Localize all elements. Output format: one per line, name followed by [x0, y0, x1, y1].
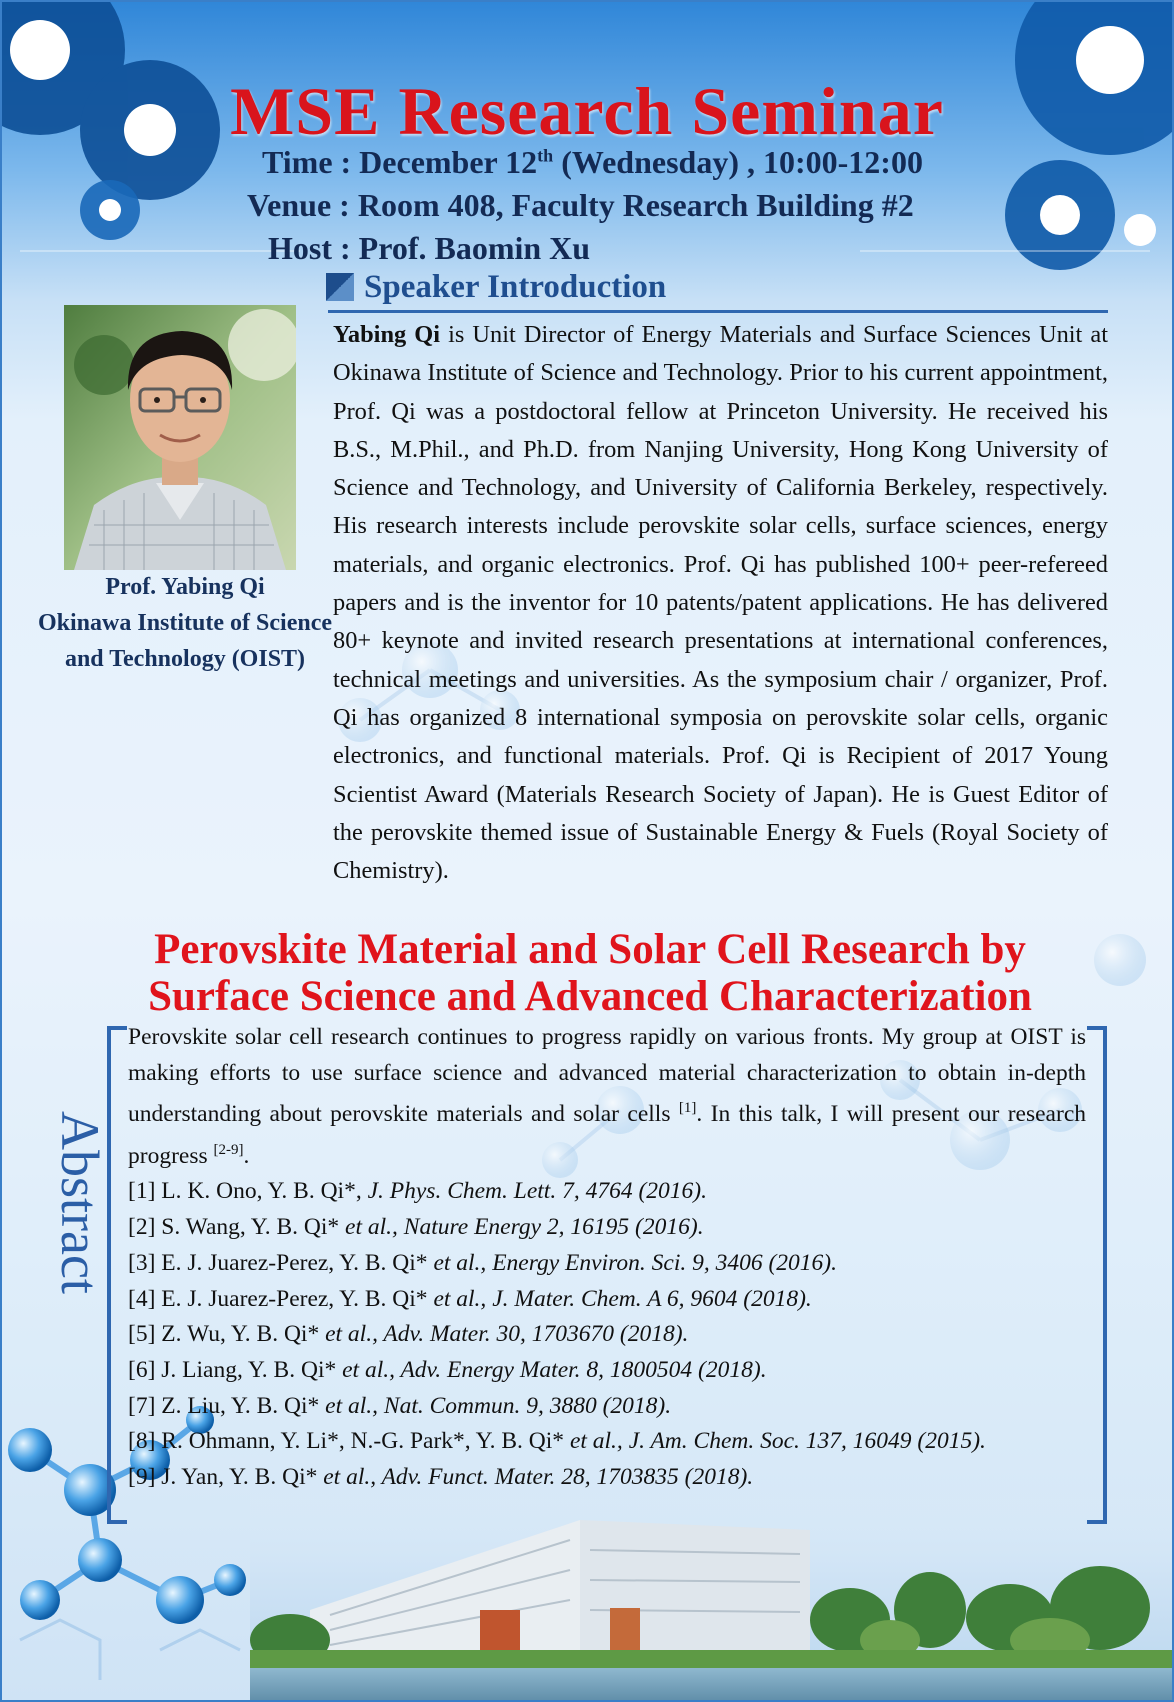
reference-num: [3] [128, 1249, 162, 1276]
bio-speaker-name: Yabing Qi [333, 321, 441, 348]
abstract-bracket-right [1087, 1026, 1107, 1524]
reference-authors: R. Ohmann, Y. Li*, N.-G. Park*, Y. B. Qi* [161, 1428, 570, 1455]
reference-list [128, 1174, 1086, 1495]
reference-item [128, 1424, 1086, 1460]
reference-etal: et al., [345, 1214, 404, 1241]
reference-etal: et al., [569, 1428, 629, 1455]
abstract-paragraph: Perovskite solar cell research continues to progress rapidly on various fronts. My group at OIST is making efforts to use surface science and advanced material characterization to obtain in-depth understanding about perovskite materials and solar cells [1]. In this talk, I will present our research progress [2-9]. [128, 1024, 1086, 1169]
reference-etal: et al., [342, 1356, 401, 1383]
reference-authors: E. J. Juarez-Perez, Y. B. Qi* [161, 1285, 434, 1312]
seminar-host: Host : Prof. Baomin Xu [268, 230, 591, 266]
reference-journal: J. Mater. Chem. A 6, 9604 (2018). [492, 1285, 812, 1312]
reference-item [128, 1389, 1086, 1425]
divider [328, 310, 1108, 313]
reference-etal: et al., [325, 1321, 384, 1348]
reference-etal: et al., [433, 1285, 493, 1312]
abstract-label: Abstract [50, 1111, 110, 1294]
reference-num: [4] [128, 1285, 162, 1312]
reference-item [128, 1246, 1086, 1282]
reference-num: [5] [128, 1321, 162, 1348]
reference-authors: J. Yan, Y. B. Qi* [161, 1464, 324, 1491]
reference-num: [7] [128, 1392, 162, 1419]
speaker-section-heading: Speaker Introduction [326, 270, 666, 304]
reference-authors: J. Liang, Y. B. Qi* [161, 1356, 343, 1383]
reference-etal: et al., [325, 1392, 384, 1419]
reference-item [128, 1353, 1086, 1389]
reference-authors: Z. Liu, Y. B. Qi* [161, 1392, 326, 1419]
reference-journal: Nat. Commun. 9, 3880 (2018). [383, 1392, 672, 1419]
reference-num: [1] [128, 1178, 162, 1205]
talk-title-line1: Perovskite Material and Solar Cell Research by [154, 926, 1026, 973]
poster-title: MSE Research Seminar [230, 73, 944, 149]
citation-2-9: [2-9] [213, 1141, 244, 1158]
reference-num: [6] [128, 1356, 162, 1383]
reference-journal: Adv. Funct. Mater. 28, 1703835 (2018). [381, 1464, 754, 1491]
reference-authors: Z. Wu, Y. B. Qi* [161, 1321, 326, 1348]
reference-item [128, 1317, 1086, 1353]
reference-num: [8] [128, 1428, 162, 1455]
speaker-name: Prof. Yabing Qi [105, 574, 265, 600]
abstract-body [128, 1020, 1086, 1496]
abstract-bracket-left [107, 1026, 127, 1524]
reference-journal: Adv. Mater. 30, 1703670 (2018). [383, 1321, 689, 1348]
reference-item [128, 1174, 1086, 1210]
reference-etal: et al., [323, 1464, 382, 1491]
speaker-affiliation-line1: Okinawa Institute of Science [38, 610, 332, 636]
speaker-bio [333, 316, 1108, 890]
reference-journal: Nature Energy 2, 16195 (2016). [403, 1214, 704, 1241]
reference-num: [9] [128, 1464, 162, 1491]
reference-authors: S. Wang, Y. B. Qi* [161, 1214, 346, 1241]
speaker-photo [64, 305, 296, 570]
talk-title-line2: Surface Science and Advanced Characterization [148, 973, 1032, 1020]
reference-item [128, 1282, 1086, 1318]
speaker-affiliation-line2: and Technology (OIST) [64, 646, 306, 672]
square-bullet-icon [326, 273, 354, 301]
reference-num: [2] [128, 1214, 162, 1241]
bio-text: is Unit Director of Energy Materials and Surface Sciences Unit at Okinawa Institute of Science and Technology. Prior to his current appointment, Prof. Qi was a postdoctoral fellow at Princeton University. He received his B.S., M.Phil., and Ph.D. from Nanjing University, Hong Kong University of Science and Technology, and University of California Berkeley, respectively. His research interests include perovskite solar cells, surface sciences, energy materials, and organic electronics. Prof. Qi has published 100+ peer-refereed papers and is the inventor for 10 patents/patent applications. He has delivered 80+ keynote and invited research presentations at international conferences, technical meetings and universities. As the symposium chair / organizer, Prof. Qi has organized 8 international symposia on perovskite solar cells, organic electronics, and functional materials. Prof. Qi is Recipient of 2017 Young Scientist Award (Materials Research Society of Japan). He is Guest Editor of the perovskite themed issue of Sustainable Energy & Fuels (Royal Society of Chemistry). [333, 321, 1108, 885]
campus-building-image [250, 1490, 1174, 1702]
reference-item [128, 1210, 1086, 1246]
seminar-time: Time : December 12th (Wednesday) , 10:00-12:00 [262, 144, 923, 180]
seminar-venue: Venue : Room 408, Faculty Research Building #2 [247, 187, 914, 223]
reference-etal: et al., [433, 1249, 493, 1276]
reference-authors: L. K. Ono, Y. B. Qi*, [161, 1178, 368, 1205]
reference-journal: Energy Environ. Sci. 9, 3406 (2016). [492, 1249, 837, 1276]
reference-journal: J. Am. Chem. Soc. 137, 16049 (2015). [628, 1428, 986, 1455]
reference-item [128, 1460, 1086, 1496]
reference-journal: J. Phys. Chem. Lett. 7, 4764 (2016). [367, 1178, 707, 1205]
reference-journal: Adv. Energy Mater. 8, 1800504 (2018). [400, 1356, 767, 1383]
citation-1: [1] [678, 1100, 697, 1117]
reference-authors: E. J. Juarez-Perez, Y. B. Qi* [161, 1249, 434, 1276]
